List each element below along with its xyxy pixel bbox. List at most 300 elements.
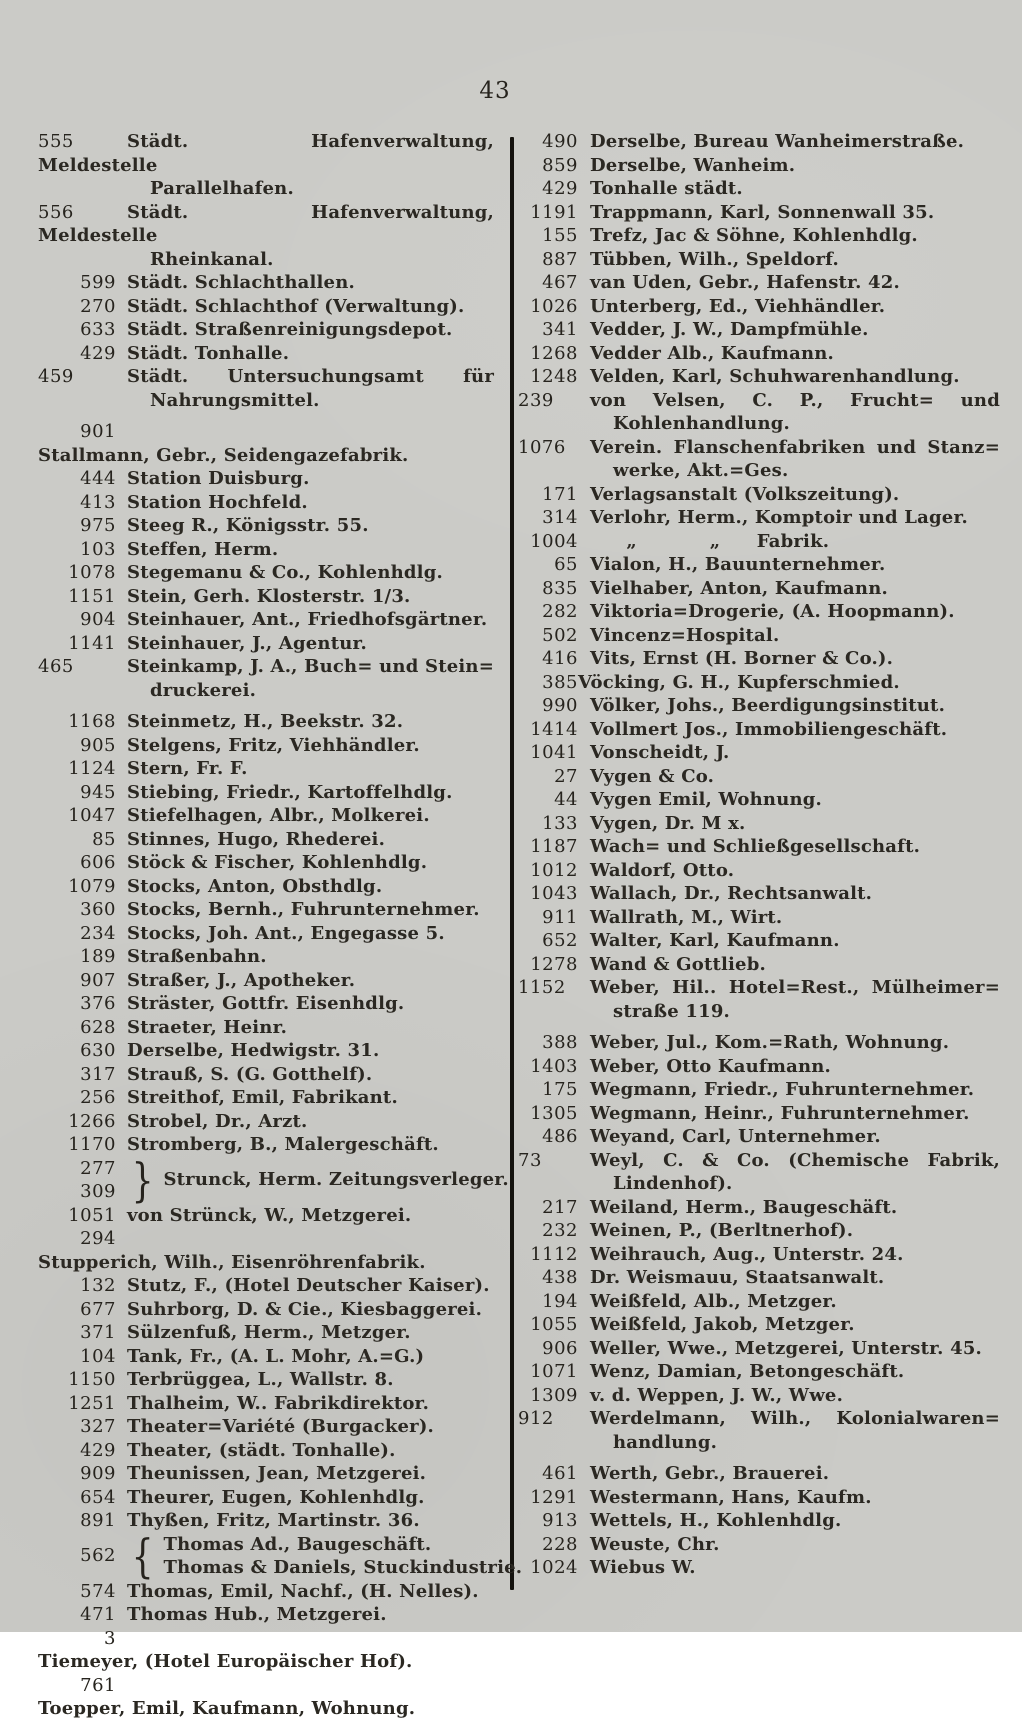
entry-number: 1141 [68,632,116,654]
entry-number: 341 [542,319,578,340]
entry-text-wrap: handlung. [613,1431,718,1453]
entry-line [518,271,1000,295]
entry-number: 555 [38,131,74,152]
entry-line [38,1063,494,1087]
entry-line [38,804,494,828]
entry-number: 217 [542,1196,578,1218]
entry-text: Westermann, Hans, Kaufm. [590,1486,872,1508]
entry-line [38,875,494,899]
entry-line [518,1055,1000,1079]
entry-text-wrap: straße 119. [613,1000,731,1022]
entry-text: Thyßen, Fritz, Martinstr. 36. [127,1510,420,1531]
directory-entry [518,295,1000,319]
entry-text: Walter, Karl, Kaufmann. [590,930,840,951]
entry-text: Wenz, Damian, Betongeschäft. [590,1361,905,1382]
directory-entry [38,1298,494,1322]
entry-text: Stelgens, Fritz, Viehhändler. [127,734,420,756]
entry-line [518,694,1000,718]
entry-line [38,1603,494,1627]
entry-text: Derselbe, Bureau Wanheimerstraße. [590,131,965,152]
entry-number: 429 [80,342,116,364]
entry-number: 630 [80,1040,116,1061]
entry-text: von Strünck, W., Metzgerei. [127,1204,412,1226]
entry-number: 132 [80,1275,116,1296]
directory-entry [38,655,494,702]
directory-entry [38,1415,494,1439]
entry-line [38,1086,494,1110]
directory-entry [38,1086,494,1110]
entry-number: 376 [80,993,116,1014]
entry-number: 1266 [68,1110,116,1132]
entry-text-line: Thomas Ad., Baugeschäft. [163,1533,432,1555]
entry-line [518,1102,1000,1126]
entry-line [38,1321,494,1345]
directory-entry [518,1407,1000,1454]
entry-number: 490 [542,131,578,152]
directory-entry [518,624,1000,648]
entry-number: 189 [80,946,116,967]
entry-line [518,1407,1000,1431]
directory-entry [518,1384,1000,1408]
entry-text: Vedder, J. W., Dampfmühle. [590,319,869,340]
entry-text: Vöcking, G. H., Kupferschmied. [578,671,900,693]
entry-number: 65 [554,554,578,575]
entry-line [38,710,494,734]
entry-line [518,1337,1000,1361]
entry-text: Städt. Tonhalle. [127,342,290,364]
directory-entry [38,365,494,412]
entry-line [518,600,1000,624]
entry-line [38,1368,494,1392]
entry-text-wrap: Rheinkanal. [150,248,274,270]
entry-line [518,1360,1000,1384]
entry-line [38,1392,494,1416]
directory-entry [38,491,494,515]
directory-entry [38,318,494,342]
entry-text: Vincenz=Hospital. [590,624,780,646]
entry-text: Stiebing, Friedr., Kartoffelhdlg. [127,781,453,803]
entry-number: 562 [80,1545,116,1567]
directory-entry [518,1196,1000,1220]
entry-line [38,608,494,632]
directory-entry [38,945,494,969]
entry-line [38,922,494,946]
entry-text: Wiebus W. [590,1557,696,1578]
entry-text: Dr. Weismauu, Staatsanwalt. [590,1267,885,1288]
directory-entry [38,1227,494,1274]
entry-line [518,906,1000,930]
entry-number: 1004 [530,530,578,552]
directory-entry [38,1063,494,1087]
entry-line [518,788,1000,812]
entry-number: 556 [38,201,74,223]
entry-number: 901 [80,421,116,442]
entry-text: Stöck & Fischer, Kohlenhdlg. [127,852,428,873]
directory-entry [38,514,494,538]
entry-text: Vielhaber, Anton, Kaufmann. [590,577,888,599]
entry-line [518,1149,1000,1173]
entry-number: 465 [38,656,74,677]
entry-text: Stutz, F., (Hotel Deutscher Kaiser). [127,1275,490,1296]
entry-text-wrap: werke, Akt.=Ges. [613,460,789,481]
entry-number: 913 [542,1510,578,1531]
entry-text: Toepper, Emil, Kaufmann, Wohnung. [38,1698,416,1719]
entry-line [518,882,1000,906]
entry-number: 911 [542,906,578,928]
entry-number-stack [38,1157,127,1204]
entry-line [518,976,1000,1000]
entry-text: Tank, Fr., (A. L. Mohr, A.=G.) [127,1345,425,1367]
entry-number: 314 [542,507,578,528]
directory-entry [518,1031,1000,1055]
entry-number: 104 [80,1345,116,1367]
directory-entry [518,953,1000,977]
entry-line [518,1219,1000,1243]
entry-line [38,538,494,562]
entry-line [38,851,494,875]
entry-text: Vollmert Jos., Immobiliengeschäft. [590,718,948,740]
entry-number: 133 [542,812,578,834]
entry-line [38,1674,494,1721]
entry-number: 1079 [68,875,116,897]
directory-entry [518,177,1000,201]
entry-number: 990 [542,695,578,716]
entry-line [518,718,1000,742]
entry-line [38,1439,494,1463]
entry-text: Verein. Flanschenfabriken und Stanz= [590,436,1000,458]
entry-number: 599 [80,272,116,293]
entry-text: Thalheim, W.. Fabrikdirektor. [127,1392,430,1414]
entry-number: 654 [80,1486,116,1508]
entry-text: Städt. Schlachthallen. [127,272,355,293]
directory-entry [518,906,1000,930]
entry-number: 859 [542,154,578,176]
entry-text: van Uden, Gebr., Hafenstr. 42. [590,272,900,293]
entry-text: Thomas Hub., Metzgerei. [127,1604,387,1625]
entry-text: Straßer, J., Apotheker. [127,969,356,991]
entry-line [518,812,1000,836]
entry-text [163,1533,522,1580]
entry-number: 909 [80,1463,116,1484]
entry-number: 677 [80,1298,116,1320]
entry-number: 1047 [68,805,116,826]
entry-line [518,624,1000,648]
entry-line [38,898,494,922]
directory-entry [518,553,1000,577]
entry-number: 1026 [530,295,578,317]
entry-text: Straeter, Heinr. [127,1016,288,1038]
entry-number: 461 [542,1463,578,1484]
entry-line [518,201,1000,225]
directory-entry [518,1290,1000,1314]
entry-line [518,929,1000,953]
entry-text: Werdelmann, Wilh., Kolonialwaren= [590,1408,1000,1429]
entry-line [38,1298,494,1322]
directory-entry [38,1439,494,1463]
entry-number: 44 [554,789,578,810]
directory-entry [38,1603,494,1627]
entry-text: Terbrüggea, L., Wallstr. 8. [127,1369,394,1390]
entry-line [518,835,1000,859]
entry-number: 327 [80,1416,116,1437]
entry-number: 1152 [518,977,566,998]
entry-line [518,1196,1000,1220]
entry-text: Stocks, Anton, Obsthdlg. [127,875,383,897]
directory-entry [38,828,494,852]
brace-glyph: } [131,1152,154,1207]
entry-line [38,1627,494,1674]
entry-number: 294 [80,1228,116,1249]
directory-entry [518,577,1000,601]
entry-line [38,992,494,1016]
entry-line [38,1227,494,1274]
entry-number: 761 [80,1674,116,1696]
entry-number: 1076 [518,436,566,458]
entry-number: 103 [80,538,116,560]
entry-text: Thomas, Emil, Nachf., (H. Nelles). [127,1580,479,1602]
entry-text: Weißfeld, Jakob, Metzger. [590,1314,855,1335]
entry-text: Steinhauer, J., Agentur. [127,632,367,654]
entry-line [38,271,494,295]
entry-number: 905 [80,734,116,756]
entry-line [518,1290,1000,1314]
entry-number: 1278 [530,953,578,975]
entry-text: Sträster, Gottfr. Eisenhdlg. [127,993,405,1014]
entry-text: Weiland, Herm., Baugeschäft. [590,1196,898,1218]
entry-line [518,318,1000,342]
entry-number: 256 [80,1087,116,1108]
directory-entry [518,1055,1000,1079]
directory-entry [518,318,1000,342]
entry-text: Völker, Johs., Beerdigungsinstitut. [590,695,946,716]
entry-text: „ „ Fabrik. [590,530,830,552]
directory-entry [518,1360,1000,1384]
directory-entry [38,781,494,805]
entry-text: Stiefelhagen, Albr., Molkerei. [127,805,430,826]
directory-entry [518,154,1000,178]
directory-entry [518,436,1000,483]
directory-entry [518,718,1000,742]
entry-number: 1012 [530,859,578,881]
entry-text: Weber, Jul., Kom.=Rath, Wohnung. [590,1032,950,1053]
entry-line [518,1313,1000,1337]
entry-line [38,420,494,467]
entry-line [518,1384,1000,1408]
entry-line [518,1266,1000,1290]
entry-text: Werth, Gebr., Brauerei. [590,1463,830,1484]
entry-text: Wand & Gottlieb. [590,953,766,975]
column-divider [510,137,514,1590]
directory-entry [38,710,494,734]
entry-line [518,130,1000,154]
entry-line [38,945,494,969]
directory-entry [38,1152,509,1207]
directory-entry [38,898,494,922]
entry-number: 277 [80,1157,116,1179]
entry-number: 1251 [68,1392,116,1414]
entry-text: Weber, Hil.. Hotel=Rest., Mülheimer= [590,977,1000,998]
entry-number: 1170 [68,1134,116,1155]
entry-text: Weinen, P., (Berltnerhof). [590,1220,854,1241]
entry-number: 486 [542,1126,578,1147]
entry-text: Stromberg, B., Malergeschäft. [127,1134,439,1155]
directory-entry [518,765,1000,789]
directory-entry [518,812,1000,836]
directory-entry [38,1486,494,1510]
directory-entry [38,1345,494,1369]
entry-number: 1291 [530,1486,578,1508]
entry-text: Wegmann, Heinr., Fuhrunternehmer. [590,1102,970,1124]
entry-text: Wettels, H., Kohlenhdlg. [590,1510,842,1531]
directory-entry [518,1266,1000,1290]
entry-text: Städt. Straßenreinigungsdepot. [127,319,453,340]
entry-number: 1151 [68,585,116,607]
entry-number: 429 [542,178,578,199]
right-column [518,130,1000,1580]
directory-entry [518,929,1000,953]
entry-number: 1187 [530,836,578,857]
entry-number: 155 [542,225,578,246]
directory-entry [518,389,1000,436]
entry-text: Steinmetz, H., Beekstr. 32. [127,711,404,732]
directory-entry [38,538,494,562]
entry-number: 887 [542,248,578,270]
entry-line [38,1039,494,1063]
directory-entry [38,1528,523,1583]
directory-entry [518,741,1000,765]
directory-entry [518,506,1000,530]
entry-text: Sülzenfuß, Herm., Metzger. [127,1322,411,1343]
entry-number: 194 [542,1290,578,1312]
entry-text: Stocks, Joh. Ant., Engegasse 5. [127,922,445,944]
entry-line [38,781,494,805]
entry-line [518,953,1000,977]
entry-line [518,154,1000,178]
entry-number: 85 [92,828,116,850]
entry-line [518,506,1000,530]
entry-number: 502 [542,624,578,646]
entry-number: 232 [542,1220,578,1241]
entry-number: 459 [38,366,74,387]
directory-entry [38,1321,494,1345]
entry-line [518,859,1000,883]
entry-text: Strobel, Dr., Arzt. [127,1110,308,1132]
entry-number: 906 [542,1337,578,1359]
directory-entry [518,271,1000,295]
entry-text: von Velsen, C. P., Frucht= und [590,389,1000,411]
entry-text: Station Duisburg. [127,468,310,489]
brace-glyph: { [131,1528,154,1583]
entry-line [518,1243,1000,1267]
entry-text: Verlohr, Herm., Komptoir und Lager. [590,507,968,528]
entry-number: 388 [542,1032,578,1053]
directory-entry [38,1580,494,1604]
entry-text: Städt. Schlachthof (Verwaltung). [127,295,465,317]
entry-line [38,632,494,656]
entry-line [38,734,494,758]
entry-text: Stein, Gerh. Klosterstr. 1/3. [127,585,411,607]
entry-line [38,514,494,538]
entry-text: Weyl, C. & Co. (Chemische Fabrik, [590,1149,1000,1171]
entry-line [518,1556,1000,1580]
entry-text: v. d. Weppen, J. W., Wwe. [590,1384,844,1406]
directory-entry [518,1078,1000,1102]
directory-entry [38,561,494,585]
directory-entry [38,804,494,828]
entry-number: 1403 [530,1055,578,1077]
entry-line [518,342,1000,366]
directory-entry [38,1039,494,1063]
entry-text: Steinhauer, Ant., Friedhofsgärtner. [127,609,488,630]
entry-text: Derselbe, Hedwigstr. 31. [127,1040,380,1061]
entry-line [518,436,1000,460]
entry-line [518,1031,1000,1055]
entry-line [38,969,494,993]
entry-line [38,1345,494,1369]
entry-line [518,1486,1000,1510]
entry-number: 413 [80,491,116,513]
directory-entry [38,992,494,1016]
entry-number: 234 [80,922,116,944]
entry-number: 652 [542,930,578,951]
entry-number: 171 [542,483,578,505]
directory-entry [518,1219,1000,1243]
directory-entry [518,342,1000,366]
entry-line [518,647,1000,671]
entry-text: Stegemanu & Co., Kohlenhdlg. [127,562,443,583]
directory-entry [38,922,494,946]
entry-text: Theater=Variété (Burgacker). [127,1416,435,1437]
entry-number: 907 [80,969,116,991]
entry-text: Städt. Hafenverwaltung, Meldestelle [38,201,494,246]
entry-text: Weißfeld, Alb., Metzger. [590,1290,837,1312]
directory-entry [38,295,494,319]
entry-line [518,224,1000,248]
directory-entry [518,1313,1000,1337]
entry-line [518,1533,1000,1557]
entry-number: 1150 [68,1369,116,1390]
entry-number: 633 [80,319,116,340]
entry-line [38,1133,494,1157]
directory-entry [518,600,1000,624]
directory-entry [38,734,494,758]
entry-text: Theunissen, Jean, Metzgerei. [127,1463,427,1484]
entry-text: Städt. Hafenverwaltung, Meldestelle [38,131,494,176]
directory-entry [38,1627,494,1674]
directory-entry [518,224,1000,248]
directory-entry [38,1274,494,1298]
entry-text: Derselbe, Wanheim. [590,154,796,176]
directory-entry [38,1509,494,1533]
directory-entry [38,1674,494,1721]
entry-text: Stallmann, Gebr., Seidengazefabrik. [38,444,409,466]
entry-line [518,577,1000,601]
entry-number: 228 [542,1533,578,1555]
entry-line [518,671,1000,695]
directory-entry [518,365,1000,389]
entry-text-wrap: Lindenhof). [613,1173,733,1194]
directory-entry [38,1110,494,1134]
directory-entry [518,788,1000,812]
directory-entry [38,420,494,467]
entry-text: Waldorf, Otto. [590,859,735,881]
entry-line [38,561,494,585]
entry-number: 628 [80,1016,116,1038]
entry-line [38,467,494,491]
entry-text: Weber, Otto Kaufmann. [590,1055,832,1077]
directory-entry [518,1149,1000,1196]
entry-text: Stinnes, Hugo, Rhederei. [127,828,386,850]
